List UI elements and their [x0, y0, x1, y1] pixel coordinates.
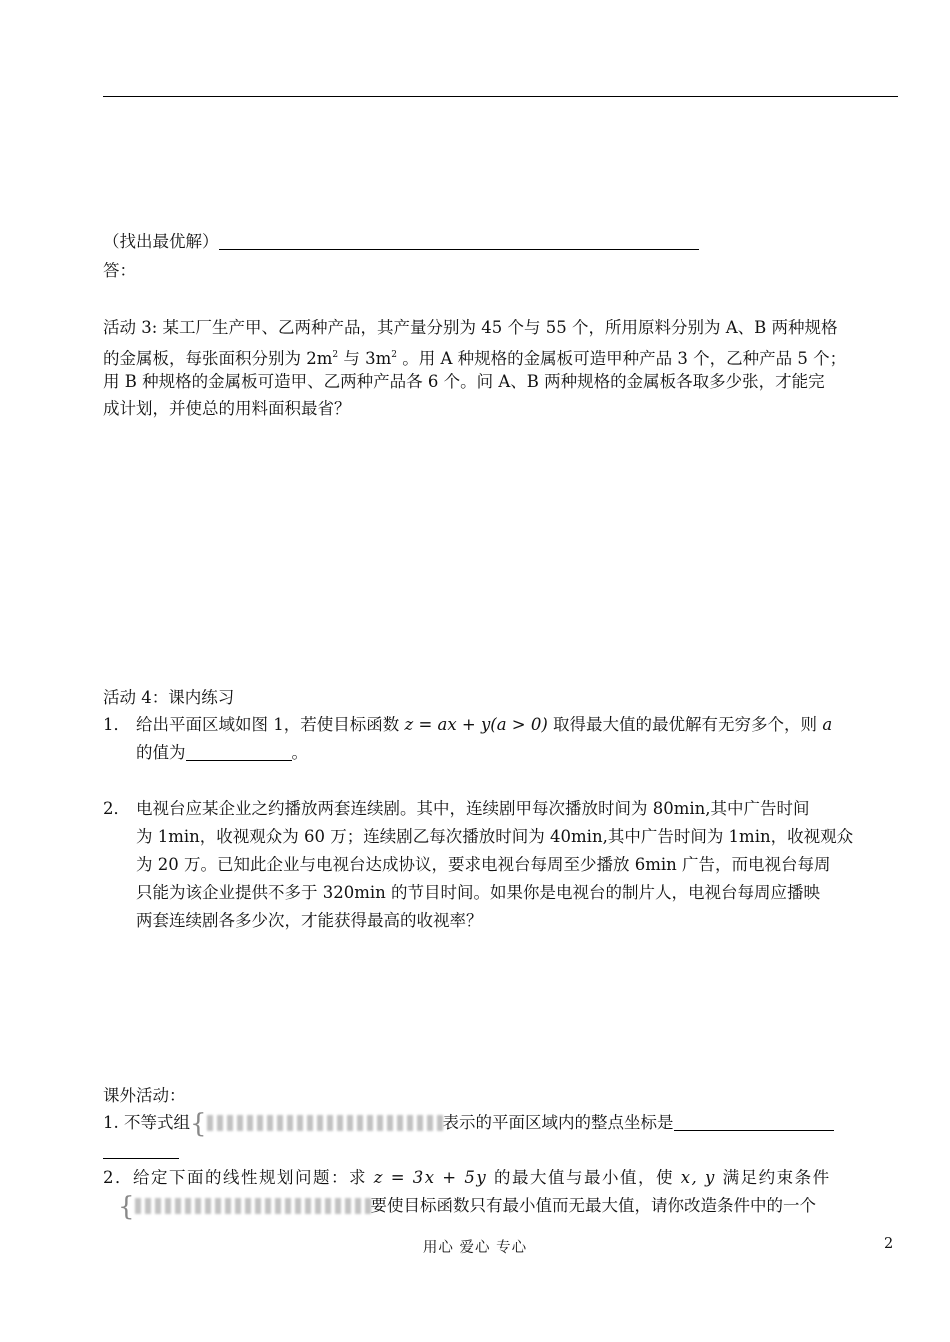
q1-formula: z = ax + y(a > 0): [404, 715, 548, 734]
ex-q2-vars: x, y: [680, 1168, 716, 1187]
extracurricular-title: 课外活动：: [103, 1086, 186, 1105]
superscript-2: 2: [391, 350, 397, 360]
question-number: 2．: [103, 1168, 133, 1187]
ex-q2-text-b: 的最大值与最小值，使: [487, 1168, 681, 1187]
activity4-q1-line2: [136, 740, 898, 766]
optimal-solution-label: （找出最优解）: [103, 232, 219, 251]
answer-label: 答：: [103, 261, 136, 280]
header-rule: [103, 96, 898, 97]
ex-q1-text-a: 不等式组: [124, 1113, 190, 1132]
brace-icon: {: [118, 1192, 135, 1222]
activity3-line2-a: 的金属板，每张面积分别为 2m: [103, 349, 333, 368]
question-number: 2．: [103, 799, 130, 818]
q1-text-b: 取得最大值的最优解有无穷多个，则: [547, 715, 823, 734]
page-number: 2: [884, 1236, 894, 1252]
activity3-line4: 成计划，并使总的用料面积最省？: [103, 399, 351, 418]
superscript-2: 2: [332, 350, 339, 360]
ex-q2-line2: 要使目标函数只有最小值而无最大值，请你改造条件中的一个: [370, 1196, 817, 1215]
optimal-solution-blank[interactable]: [219, 231, 699, 250]
ex-q2-formula: z = 3x + 5y: [373, 1168, 488, 1187]
extracurricular-q2-line1: [103, 1165, 898, 1191]
page-footer: 用心 爱心 专心: [422, 1240, 528, 1256]
constraint-system-image: [135, 1198, 371, 1214]
q2-text: 电视台应某企业之约播放两套连续剧。其中，连续剧甲每次播放时间为 80min,其中广告时间: [136, 799, 810, 818]
activity4-q1-line1: [103, 712, 898, 738]
ex-q1-answer-blank[interactable]: [674, 1112, 834, 1131]
extracurricular-q1-cont: [103, 1138, 898, 1164]
extracurricular-q2-line2: [118, 1193, 898, 1220]
activity4-q2-line3: 为 20 万。已知此企业与电视台达成协议，要求电视台每周至少播放 6min 广告，而电视台每周: [136, 855, 831, 874]
question-number: 1．: [103, 715, 130, 734]
activity3-line2-c: 。用 A 种规格的金属板可造甲种产品 3 个，乙种产品 5 个；: [397, 349, 847, 368]
activity3-line3: 用 B 种规格的金属板可造甲、乙两种产品各 6 个。问 A、B 两种规格的金属板各取多少张，才能完: [103, 372, 825, 391]
activity4-q2-line4: 只能为该企业提供不多于 320min 的节目时间。如果你是电视台的制片人，电视台每周应播映: [136, 883, 821, 902]
q1-var: a: [822, 715, 833, 734]
activity3-line2-b: 与 3m: [338, 349, 392, 368]
q1-line2-a: 的值为: [136, 743, 186, 762]
activity4-q2-line5: 两套连续剧各多少次，才能获得最高的收视率？: [136, 911, 483, 930]
brace-icon: {: [190, 1109, 207, 1139]
activity4-title: 活动 4：课内练习: [103, 688, 235, 707]
activity3-line2: [103, 342, 898, 372]
optimal-solution-line: [103, 229, 898, 255]
inequality-system-image: [207, 1115, 443, 1131]
q1-answer-blank[interactable]: [186, 742, 292, 761]
activity3-line1: 活动 3: 某工厂生产甲、乙两种产品，其产量分别为 45 个与 55 个，所用原料分别为 A、B 两种规格: [103, 318, 838, 337]
q1-line2-b: 。: [291, 743, 308, 762]
ex-q2-text-c: 满足约束条件: [715, 1168, 831, 1187]
extracurricular-q1: [103, 1110, 898, 1137]
q1-text-a: 给出平面区域如图 1，若使目标函数: [136, 715, 405, 734]
activity4-q2-line1: [103, 796, 898, 822]
ex-q2-text-a: 给定下面的线性规划问题：求: [133, 1168, 374, 1187]
ex-q1-text-b: 表示的平面区域内的整点坐标是: [442, 1113, 674, 1132]
question-number: 1.: [103, 1113, 119, 1132]
ex-q1-answer-blank-cont[interactable]: [103, 1140, 179, 1159]
activity4-q2-line2: 为 1min，收视观众为 60 万；连续剧乙每次播放时间为 40min,其中广告时间为 1min，收视观众: [136, 827, 854, 846]
